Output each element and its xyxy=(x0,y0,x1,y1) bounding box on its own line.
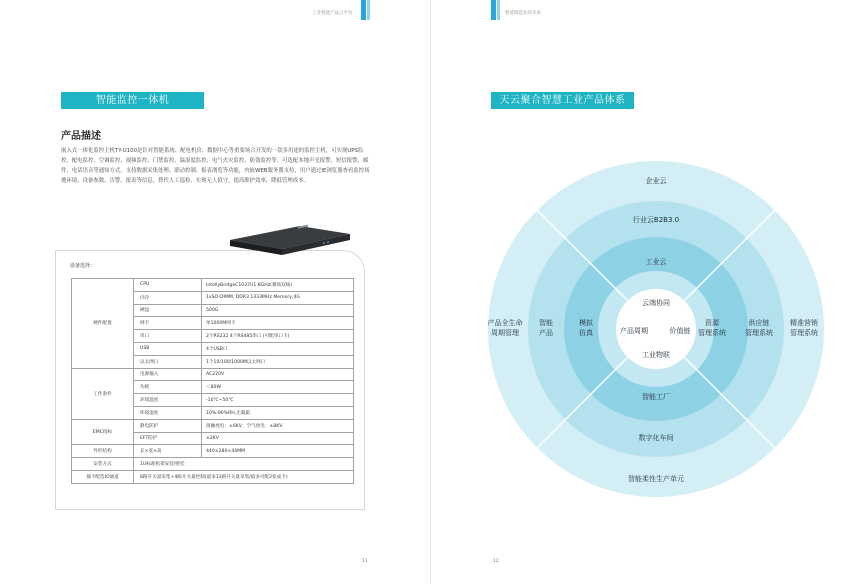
wheel-right-1a: 资源 xyxy=(705,319,719,327)
wheel-right-3b: 管理系统 xyxy=(790,329,818,337)
header-accent-bar xyxy=(361,0,366,20)
spec-group: 外形结构 xyxy=(72,445,134,458)
wheel-bottom-1: 智能工厂 xyxy=(642,393,670,401)
product-description-text: 嵌入式一体化监控主机TY-U100是针对智能系统、配电机房、数据中心等重要场合开发的一款多用途的监控主机，可实现UPS监控、配电监控、空调监控、视频监控、门禁监控、温湿度监控、电气火灾监控、防盗监控等。可选配本地声光报警、短信报警、邮件、电话语音等通知方式。支持数据采集处理、联动控制、报表浏览等功能，内嵌WEB服务器支持，用户通过IE浏览器查看监控场地环境、设备参数、告警、报表等信息，替代人工巡检，实现无人值守，提高维护效率，降低管理成本。 xyxy=(61,148,370,184)
spec-row xyxy=(72,445,354,458)
wheel-right-1b: 管理系统 xyxy=(698,329,726,337)
wheel-bottom-2: 数字化车间 xyxy=(638,434,674,442)
spec-group: 硬件配置 xyxy=(72,279,134,369)
spec-item: 以太网口 xyxy=(134,355,202,368)
spec-group: EMC指标 xyxy=(72,419,134,445)
spec-value: 1U标准机架安装/壁挂 xyxy=(134,458,354,471)
spec-value: 单1000M网卡 xyxy=(202,317,354,330)
spec-table xyxy=(71,278,354,484)
wheel-left-2b: 产品 xyxy=(539,329,553,337)
spec-item: 电源输入 xyxy=(134,368,202,381)
product-description-title: 产品描述 xyxy=(61,131,101,142)
spec-value: 接触放电：±6KV；空气放电：±8KV xyxy=(202,419,354,432)
device-image xyxy=(226,222,353,256)
spec-item: 环境温度 xyxy=(134,394,202,407)
header-accent-bar-light xyxy=(497,0,500,20)
spec-label: 设备选择： xyxy=(70,263,96,269)
wheel-center-left: 产品周期 xyxy=(620,327,648,335)
spec-item: 内存 xyxy=(134,291,202,304)
spec-item: CPU xyxy=(134,279,202,292)
wheel-left-3a: 模拟 xyxy=(579,319,593,327)
wheel-left-3b: 仿真 xyxy=(579,329,593,337)
wheel-top-3: 工业云 xyxy=(645,258,667,266)
spec-item: 硬盘 xyxy=(134,304,202,317)
product-system-wheel xyxy=(483,120,830,500)
spec-value: 1个10/100/1000M以太网口 xyxy=(202,355,354,368)
spec-item: EFT防护 xyxy=(134,432,202,445)
spec-value: 8路开关量采集+4路开关量控制(最多12路开关量采集/最多可配2张成卡) xyxy=(134,470,354,483)
spec-row xyxy=(72,470,354,483)
spec-item: 静电防护 xyxy=(134,419,202,432)
page-number: 11 xyxy=(362,559,368,564)
right-page xyxy=(431,0,861,584)
wheel-right-3a: 精准营销 xyxy=(790,319,818,327)
spec-value: 440×280×44MM xyxy=(202,445,354,458)
spec-value: -10℃~50℃ xyxy=(202,394,354,407)
spec-item: 串口 xyxy=(134,330,202,343)
wheel-center-right: 价值链 xyxy=(669,327,691,335)
spec-item: 网卡 xyxy=(134,317,202,330)
wheel-top-2: 行业云B2B3.0 xyxy=(632,216,680,224)
spec-row xyxy=(72,279,354,292)
spec-value: 2个RS232 4个RS485串口 (可配串口卡) xyxy=(202,330,354,343)
wheel-left-2a: 智能 xyxy=(539,319,553,327)
spec-item: 环境湿度 xyxy=(134,406,202,419)
spec-value: AC220V xyxy=(202,368,354,381)
spec-value: 10%-90%RH,无凝霜 xyxy=(202,406,354,419)
spec-row xyxy=(72,419,354,432)
left-page xyxy=(0,0,430,584)
spec-value: ＜80W xyxy=(202,381,354,394)
header-text: 智能制造业的未来 xyxy=(505,11,541,16)
spec-row xyxy=(72,458,354,471)
spec-group: 工作条件 xyxy=(72,368,134,419)
wheel-center-bottom: 工业物联 xyxy=(642,351,670,359)
section-banner: 智能监控一体机 xyxy=(61,92,204,109)
spec-value: 4个USB口 xyxy=(202,342,354,355)
spec-item: USB xyxy=(134,342,202,355)
spec-value: ±2KV xyxy=(202,432,354,445)
spec-value: 1xSO-DIMM, DDR3 1333MHz Memory,4G xyxy=(202,291,354,304)
header-accent-bar xyxy=(491,0,496,20)
wheel-top-1: 企业云 xyxy=(645,177,667,185)
spec-group: 插卡配选IO通道 xyxy=(72,470,134,483)
wheel-right-2a: 供应链 xyxy=(748,319,770,327)
wheel-center-top: 云端协同 xyxy=(642,299,670,307)
wheel-right-2b: 管理系统 xyxy=(745,329,773,337)
spec-item: 长×宽×高 xyxy=(134,445,202,458)
wheel-left-1b: 周期管理 xyxy=(491,329,519,337)
spec-item: 功耗 xyxy=(134,381,202,394)
header-accent-bar-light xyxy=(367,0,370,20)
wheel-left-1a: 产品全生命 xyxy=(487,319,523,327)
spec-value: IntellyBridgeC1037U1.8GHz(赛扬双核) xyxy=(202,279,354,292)
spec-value: 500G xyxy=(202,304,354,317)
page-number: 12 xyxy=(493,559,499,564)
header-text: 工业智能产品云平台 xyxy=(312,11,353,16)
wheel-bottom-3: 智能柔性生产单元 xyxy=(628,475,684,483)
spec-card xyxy=(55,250,365,510)
spec-row xyxy=(72,368,354,381)
spec-group: 安装方式 xyxy=(72,458,134,471)
section-banner: 天云聚合智慧工业产品体系 xyxy=(491,92,634,109)
